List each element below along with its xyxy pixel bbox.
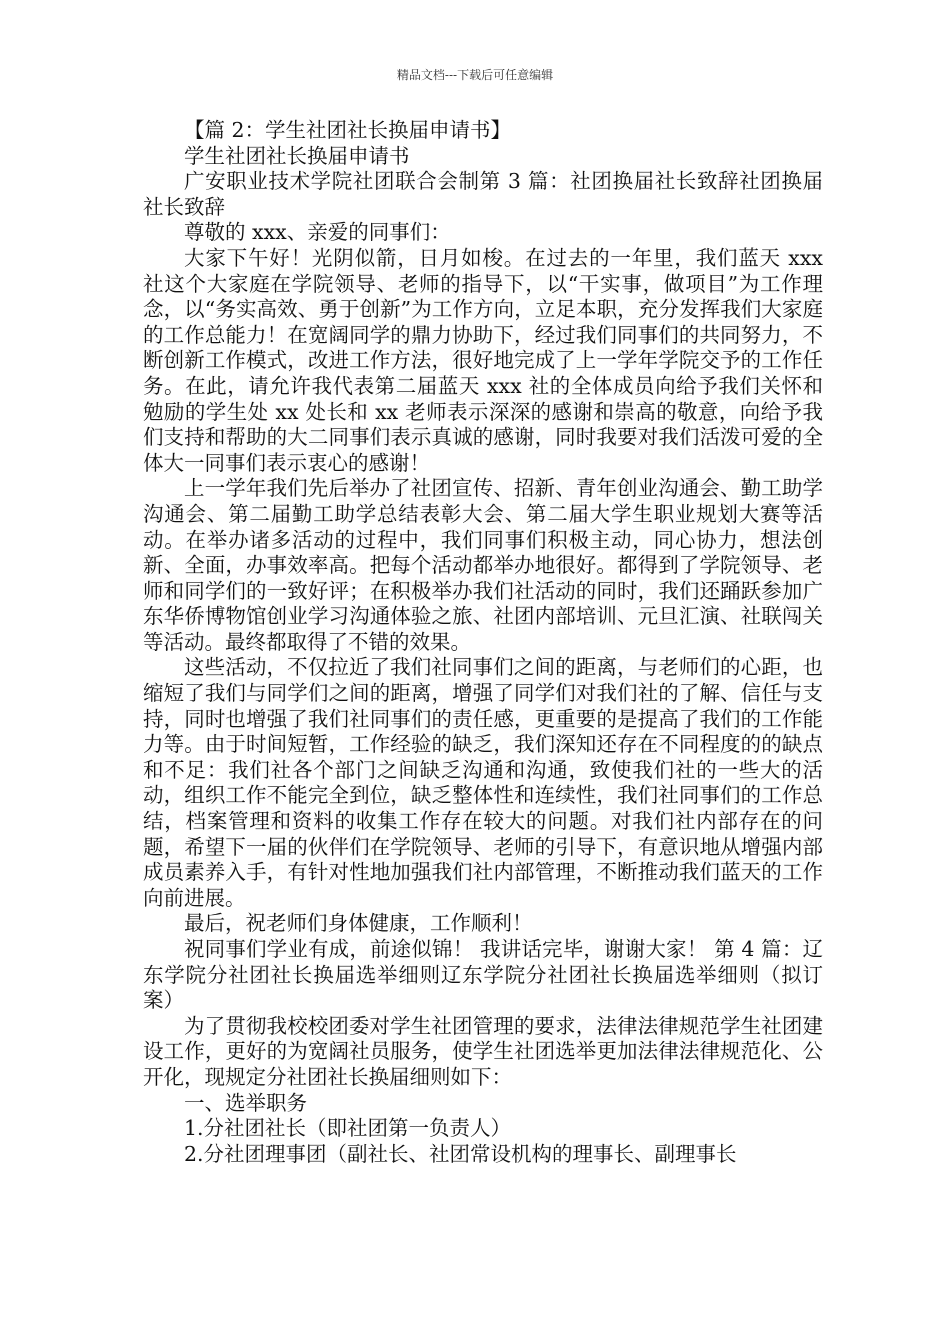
paragraph: 学生社团社长换届申请书 xyxy=(184,143,410,168)
salutation: 尊敬的 xxx、亲爱的同事们： xyxy=(184,220,451,245)
page-header: 精品文档---下载后可任意编辑 xyxy=(396,68,554,82)
section-heading: 【篇 2：学生社团社长换届申请书】 xyxy=(184,118,512,142)
paragraph: 上一学年我们先后举办了社团宣传、招新、青年创业沟通会、勤工助学沟通会、第二届勤工助学总结表彰大会、第二届大学生职业规划大赛等活动。在举办诸多活动的过程中，我们同事们积极主动，同心协力，想法创新、全面，办事效率高。把每个活动都举办地很好。都得到了学院领导、老师和同学们的一致好评；在积极举办我们社活动的同时，我们还踊跃参加广东华侨博物馆创业学习沟通体验之旅、社团内部培训、元旦汇演、社联闯关等活动。最终都取得了不错的效果。 xyxy=(143,476,823,654)
paragraph: 祝同事们学业有成，前途似锦！ 我讲话完毕，谢谢大家！ 第 4 篇：辽东学院分社团社长换届选举细则辽东学院分社团社长换届选举细则（拟订案） xyxy=(143,937,823,1013)
list-item: 2.分社团理事团（副社长、社团常设机构的理事长、副理事长 xyxy=(184,1141,737,1166)
paragraph: 广安职业技术学院社团联合会制第 3 篇：社团换届社长致辞社团换届社长致辞 xyxy=(143,169,823,219)
list-heading: 一、选举职务 xyxy=(184,1090,307,1115)
paragraph: 为了贯彻我校校团委对学生社团管理的要求，法律法律规范学生社团建设工作，更好的为宽阔社员服务，使学生社团选举更加法律法律规范化、公开化，现规定分社团社长换届细则如下： xyxy=(143,1013,823,1089)
paragraph: 这些活动，不仅拉近了我们社同事们之间的距离，与老师们的心距，也缩短了我们与同学们之间的距离，增强了同学们对我们社的了解、信任与支持，同时也增强了我们社同事们的责任感，更重要的是提高了我们的工作能力等。由于时间短暂，工作经验的缺乏，我们深知还存在不同程度的的缺点和不足：我们社各个部门之间缺乏沟通和沟通，致使我们社的一些大的活动，组织工作不能完全到位，缺乏整体性和连续性，我们社同事们的工作总结，档案管理和资料的收集工作存在较大的问题。对我们社内部存在的问题，希望下一届的伙伴们在学院领导、老师的引导下，有意识地从增强内部成员素养入手，有针对性地加强我们社内部管理，不断推动我们蓝天的工作向前进展。 xyxy=(143,655,823,910)
document-body xyxy=(143,118,823,1167)
paragraph: 最后，祝老师们身体健康，工作顺利！ xyxy=(184,911,533,936)
paragraph: 大家下午好！光阴似箭，日月如梭。在过去的一年里，我们蓝天 xxx 社这个大家庭在学院领导、老师的指导下，以“干实事，做项目”为工作理念，以“务实高效、勇于创新”为工作方向，立足本职，充分发挥我们大家庭的工作总能力！在宽阔同学的鼎力协助下，经过我们同事们的共同努力，不断创新工作模式，改进工作方法，很好地完成了上一学年学院交予的工作任务。在此，请允许我代表第二届蓝天 xxx 社的全体成员向给予我们关怀和勉励的学生处 xx 处长和 xx 老师表示深深的感谢和崇高的敬意，向给予我们支持和帮助的大二同事们表示真诚的感谢，同时我要对我们活泼可爱的全体大一同事们表示衷心的感谢！ xyxy=(143,245,823,475)
list-item: 1.分社团社长（即社团第一负责人） xyxy=(184,1116,512,1141)
